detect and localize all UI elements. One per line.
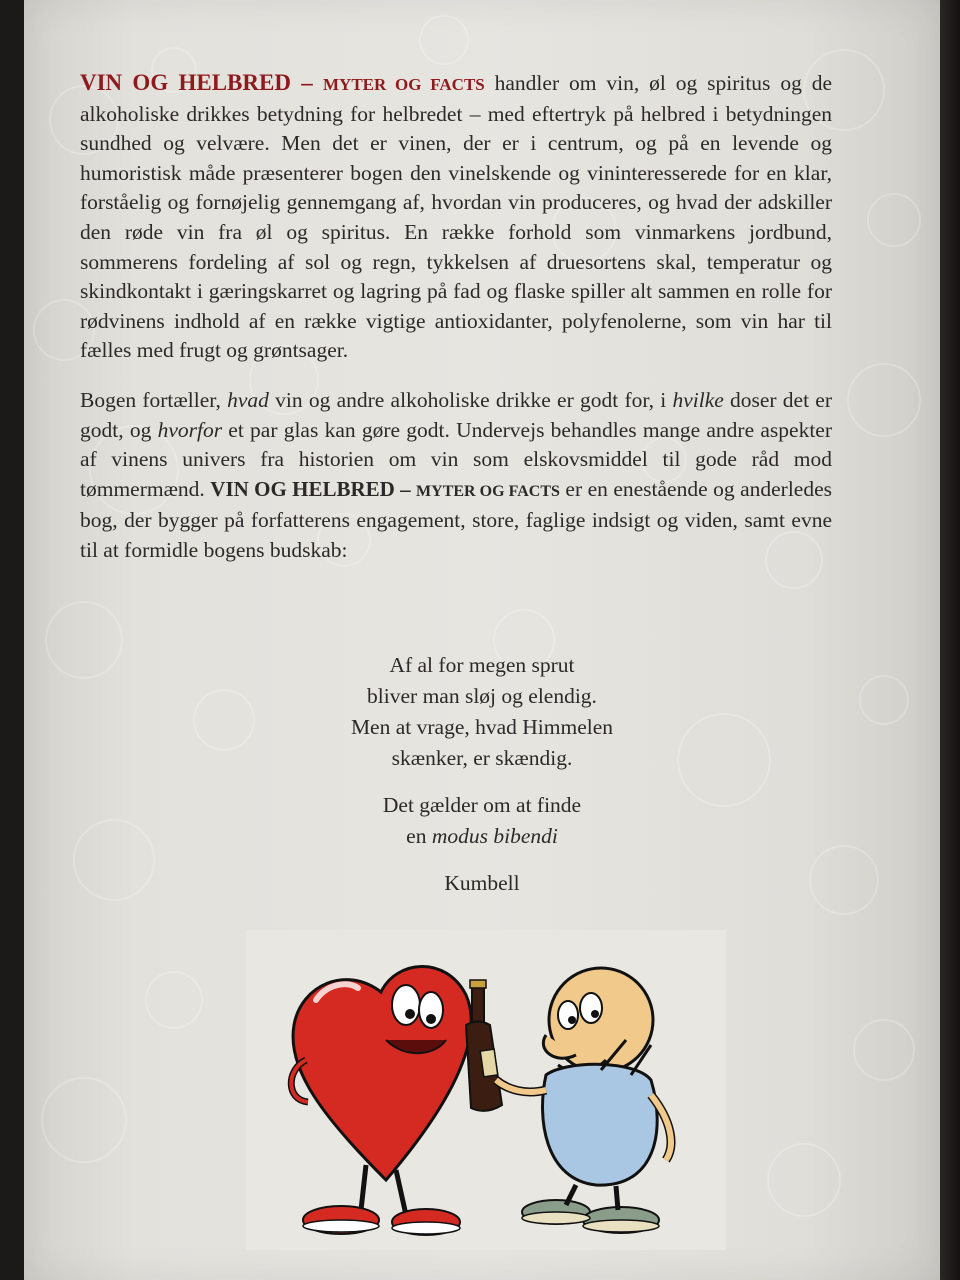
p2-italic-hvad: hvad (227, 387, 269, 412)
poem-stanza-1 (24, 650, 940, 774)
cartoon-svg (246, 930, 726, 1250)
title-bold-subtitle: MYTER OG FACTS (416, 482, 560, 500)
background-edge (940, 0, 960, 1280)
p2-italic-hvilke: hvilke (672, 387, 724, 412)
paragraph-second (80, 386, 832, 566)
book-title-bold (210, 477, 560, 501)
poem-line-5: Det gælder om at finde (382, 793, 582, 817)
poem-line-1: Af al for megen sprut (389, 653, 575, 677)
title-subtitle: MYTER OG FACTS (323, 75, 485, 94)
p2-text-4: et par glas kan gøre godt. Undervejs behandles mange andre aspekter af vinens univers fra historien om vin som elskovsmiddel til gode råd mod tømmermænd. (80, 417, 832, 501)
poem-line-4: skænker, er skændig. (391, 746, 573, 770)
p2-text-2: vin og andre alkoholiske drikke er godt for, i (268, 387, 673, 412)
title-main: VIN OG HELBRED (80, 70, 291, 95)
p2-italic-hvorfor: hvorfor (157, 417, 223, 442)
wine-bottle-icon (466, 980, 502, 1111)
title-dash: – (290, 70, 324, 95)
cartoon-illustration (246, 930, 726, 1250)
poem-line-3: Men at vrage, hvad Himmelen (350, 715, 614, 739)
heart-character-icon (291, 966, 471, 1235)
man-in-overalls-icon (496, 968, 671, 1233)
poem-line-6 (24, 821, 940, 852)
p2-text-5: er en enestående og anderledes bog, der bygger på forfatterens engagement, store, faglige indsigt og viden, samt evne til at formidle bogens budskab: (80, 476, 832, 562)
paragraph-intro (80, 68, 832, 366)
p2-text-3: doser det er godt, og (80, 387, 832, 442)
poem-stanza-2 (24, 790, 940, 852)
poem-line-6-italic: modus bibendi (431, 824, 558, 848)
poem-line-2: bliver man sløj og elendig. (367, 684, 597, 708)
book-title-red (80, 70, 485, 95)
paragraph-intro-text: handler om vin, øl og spiritus og de alkoholiske drikkes betydning for helbredet – med eftertryk på helbred i betydningen sundhed og velvære. Men det er vinen, der er i centrum, og på en levende og humoristisk måde præsenterer bogen den vinelskende og vininteresserede for en klar, forståelig og fornøjelig gennemgang af, hvordan vin produceres, og hvad der adskiller den røde vin fra øl og spiritus. En række forhold som vinmarkens jordbund, sommerens fordeling af sol og regn, tykkelsen af druesortens skal, temperatur og skindkontakt i gæringskarret og lagring på fad og flaske spiller alt sammen en rolle for rødvinens indhold af en række vigtige antioxidanter, polyfenolerne, som vin har til fælles med frugt og grøntsager. (80, 71, 833, 363)
poem-quote (24, 650, 940, 899)
p2-text-1: Bogen fortæller, (80, 387, 228, 412)
poem-author: Kumbell (444, 871, 520, 895)
blurb-text (80, 68, 832, 586)
title-bold-main: VIN OG HELBRED (210, 476, 395, 501)
title-bold-dash: – (394, 476, 417, 501)
poem-line-6-prefix: en (406, 824, 432, 848)
